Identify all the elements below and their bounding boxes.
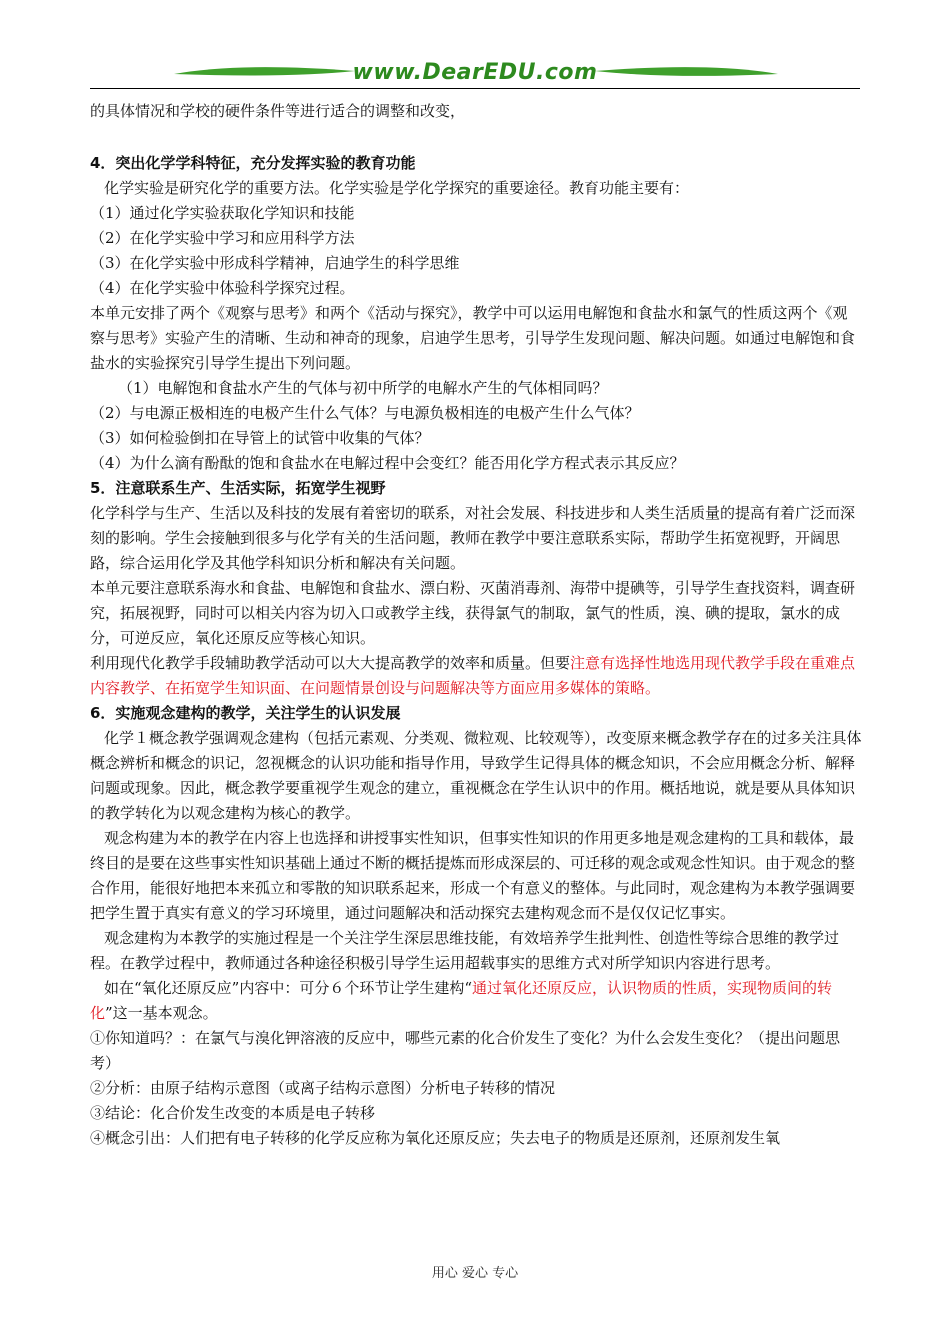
spacer bbox=[90, 124, 862, 151]
section-6-paragraph-3: 观念建构为本教学的实施过程是一个关注学生深层思维技能，有效培养学生批判性、创造性等综合思维的教学过程。在教学过程中，教师通过各种途径积极引导学生运用超载事实的思维方式对所学知识内容进行思考。 bbox=[90, 929, 840, 972]
section-4-intro: 化学实验是研究化学的重要方法。化学实验是学化学探究的重要途径。教育功能主要有： bbox=[104, 179, 690, 197]
section-6-step-2: ②分析：由原子结构示意图（或离子结构示意图）分析电子转移的情况 bbox=[90, 1079, 556, 1097]
paragraph-continued: 的具体情况和学校的硬件条件等进行适合的调整和改变， bbox=[90, 102, 466, 120]
section-5-heading: 5．注意联系生产、生活实际，拓宽学生视野 bbox=[90, 479, 386, 497]
section-4-question-1: （1）电解饱和食盐水产生的气体与初中所学的电解水产生的气体相同吗？ bbox=[118, 379, 608, 397]
section-5-paragraph-2: 本单元要注意联系海水和食盐、电解饱和食盐水、漂白粉、灭菌消毒剂、海带中提碘等，引导学生查找资料，调查研究，拓展视野，同时可以相关内容为切入口或教学主线，获得氯气的制取，氯气的性质，溴、碘的提取，氯水的成分，可逆反应，氧化还原反应等核心知识。 bbox=[90, 579, 856, 647]
section-6-step-1: ①你知道吗？：在氯气与溴化钾溶液的反应中，哪些元素的化合价发生了变化？为什么会发生变化？（提出问题思考） bbox=[90, 1029, 841, 1072]
section-4-heading: 4．突出化学学科特征，充分发挥实验的教育功能 bbox=[90, 154, 416, 172]
section-4-question-3: （3）如何检验倒扣在导管上的试管中收集的气体？ bbox=[90, 429, 430, 447]
site-header bbox=[90, 58, 860, 92]
section-6-heading: 6．实施观念建构的教学，关注学生的认识发展 bbox=[90, 704, 401, 722]
section-4-question-4: （4）为什么滴有酚酞的饱和食盐水在电解过程中会变红？能否用化学方程式表示其反应？ bbox=[90, 454, 685, 472]
section-6-step-3: ③结论：化合价发生改变的本质是电子转移 bbox=[90, 1104, 376, 1122]
section-5-p3-text: 利用现代化教学手段辅助教学活动可以大大提高教学的效率和质量。但要 bbox=[90, 654, 571, 672]
section-6-step-4: ④概念引出：人们把有电子转移的化学反应称为氧化还原反应；失去电子的物质是还原剂，还原剂发生氧 bbox=[90, 1129, 781, 1147]
section-6-paragraph-4 bbox=[90, 976, 862, 1026]
section-4-list-item-2: （2）在化学实验中学习和应用科学方法 bbox=[90, 229, 355, 247]
page-footer: 用心 爱心 专心 bbox=[431, 1266, 519, 1281]
document-body bbox=[90, 99, 862, 1151]
section-5-paragraph-3 bbox=[90, 651, 862, 701]
section-6-paragraph-1: 化学１概念教学强调观念建构（包括元素观、分类观、微粒观、比较观等），改变原来概念教学存在的过多关注具体概念辨析和概念的识记，忽视概念的认识功能和指导作用，导致学生记得具体的概念知识，不会应用概念分析、解释问题或现象。因此，概念教学要重视学生观念的建立，重视概念在学生认识中的作用。概括地说，就是要从具体知识的教学转化为以观念建构为核心的教学。 bbox=[90, 729, 862, 822]
section-4-list-item-4: （4）在化学实验中体验科学探究过程。 bbox=[90, 279, 355, 297]
site-logo-text[interactable]: www.DearEDU.com bbox=[352, 60, 598, 85]
section-6-p4-highlight: 通过氧化还原反应，认识物质的性质，实现物质间的转化 bbox=[90, 979, 833, 1022]
section-5-paragraph-1: 化学科学与生产、生活以及科技的发展有着密切的联系，对社会发展、科技进步和人类生活质量的提高有着广泛而深刻的影响。学生会接触到很多与化学有关的生活问题，教师在教学中要注意联系实际，帮助学生拓宽视野，开阔思路，综合运用化学及其他学科知识分析和解决有关问题。 bbox=[90, 504, 856, 572]
section-5-p3-highlight: 注意有选择性地选用现代教学手段在重难点内容教学、在拓宽学生知识面、在问题情景创设与问题解决等方面应用多媒体的策略。 bbox=[90, 654, 856, 697]
section-6-paragraph-2: 观念构建为本的教学在内容上也选择和讲授事实性知识，但事实性知识的作用更多地是观念建构的工具和载体，最终目的是要在这些事实性知识基础上通过不断的概括提炼而形成深层的、可迁移的观念或观念性知识。由于观念的整合作用，能很好地把本来孤立和零散的知识联系起来，形成一个有意义的整体。与此同时，观念建构为本教学强调要把学生置于真实有意义的学习环境里，通过问题解决和活动探究去建构观念而不是仅仅记忆事实。 bbox=[90, 829, 856, 922]
section-6-p4-tail: ”这一基本观念。 bbox=[105, 1004, 218, 1022]
section-4-list-item-3: （3）在化学实验中形成科学精神，启迪学生的科学思维 bbox=[90, 254, 460, 272]
section-4-paragraph: 本单元安排了两个《观察与思考》和两个《活动与探究》，教学中可以运用电解饱和食盐水和氯气的性质这两个《观察与思考》实验产生的清晰、生动和神奇的现象，启迪学生思考，引导学生发现问题、解决问题。如通过电解饱和食盐水的实验探究引导学生提出下列问题。 bbox=[90, 304, 856, 372]
header-rule bbox=[90, 88, 860, 89]
section-4-list-item-1: （1）通过化学实验获取化学知识和技能 bbox=[90, 204, 355, 222]
section-6-p4-text: 如在“氧化还原反应”内容中：可分６个环节让学生建构“ bbox=[104, 979, 473, 997]
section-4-question-2: （2）与电源正极相连的电极产生什么气体？与电源负极相连的电极产生什么气体？ bbox=[90, 404, 640, 422]
